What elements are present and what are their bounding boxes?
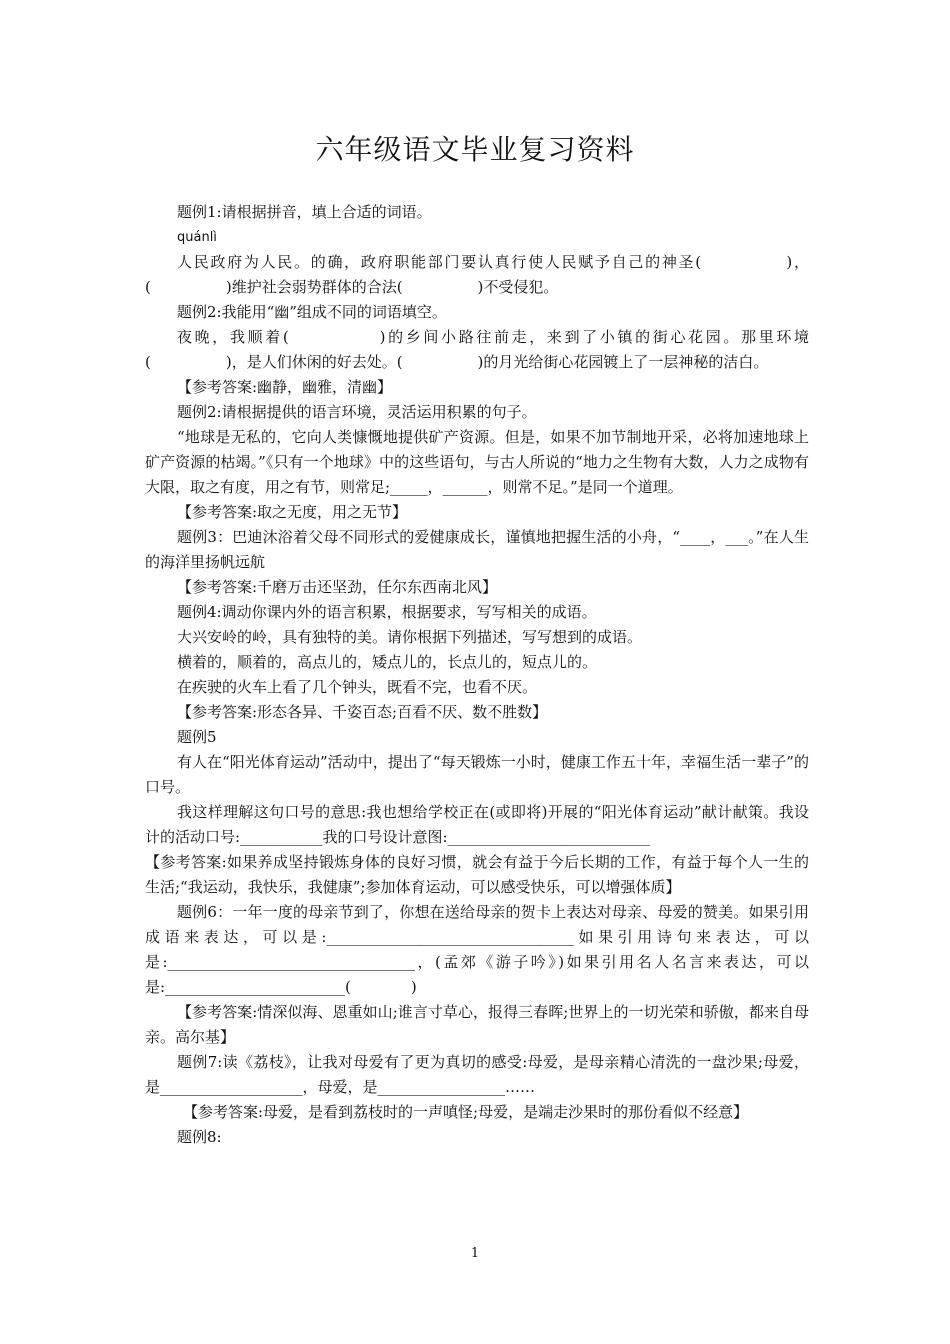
paragraph: 题例1:请根据拼音，填上合适的词语。	[177, 203, 432, 221]
paragraph: 大兴安岭的岭，具有独特的美。请你根据下列描述，写写想到的成语。	[177, 628, 643, 646]
paragraph: 【参考答案:幽静，幽雅，清幽】	[177, 378, 393, 396]
paragraph: 题例2:我能用“幽”组成不同的词语填空。	[177, 303, 447, 321]
paragraph: 题例4:调动你课内外的语言积累，根据要求，写写相关的成语。	[177, 603, 597, 621]
paragraph: “地球是无私的，它向人类慷慨地提供矿产资源。但是，如果不加节制地开采，必将加速地球上矿产资源的枯竭。”《只有一个地球》中的这些语句，与古人所说的“地力之生物有大数，人力之成物有大限，取之有度，用之有节，则常足;_____，______，则常不足。”是同一个道理。	[145, 428, 809, 496]
paragraph: 横着的，顺着的，高点儿的，矮点儿的，长点儿的，短点儿的。	[177, 653, 598, 671]
paragraph: 我这样理解这句口号的意思:我也想给学校正在(或即将)开展的“阳光体育运动”献计献策。我设计的活动口号:___________我的口号设计意图:___________________________	[145, 803, 809, 846]
document-body	[145, 200, 809, 1150]
paragraph: 题例5	[177, 728, 217, 746]
paragraph: 【参考答案:母爱，是看到荔枝时的一声嗔怪;母爱，是端走沙果时的那份看似不经意】	[183, 1103, 749, 1121]
paragraph: 夜晚，我顺着( )的乡间小路往前走，来到了小镇的街心花园。那里环境( )，是人们休闲的好去处。( )的月光给街心花园镀上了一层神秘的洁白。	[145, 328, 809, 371]
paragraph: 【参考答案:千磨万击还坚劲，任尔东西南北风】	[177, 578, 498, 596]
page-number: 1	[470, 1246, 480, 1261]
page-title: 六年级语文毕业复习资料	[315, 133, 635, 166]
paragraph: 【参考答案:形态各异、千姿百态;百看不厌、数不胜数】	[177, 703, 548, 721]
paragraph: 题例2:请根据提供的语言环境，灵活运用积累的句子。	[177, 403, 537, 421]
paragraph: 【参考答案:情深似海、恩重如山;谁言寸草心，报得三春晖;世界上的一切光荣和骄傲，都来自母亲。高尔基】	[145, 1003, 809, 1046]
paragraph: quánlì	[177, 230, 217, 245]
paragraph: 题例7:读《荔枝》，让我对母爱有了更为真切的感受:母爱，是母亲精心清洗的一盘沙果;母爱，是___________________，母爱，是_________________……	[145, 1053, 809, 1096]
paragraph: 题例6：一年一度的母亲节到了，你想在送给母亲的贺卡上表达对母亲、母爱的赞美。如果引用成语来表达，可以是:_________________________________如果引用诗句来表达，可以是:_________________________________，(孟郊《游子吟》)如果引用名人名言来表达，可以是:________________________( )	[145, 903, 809, 996]
paragraph: 有人在“阳光体育运动”活动中，提出了“每天锻炼一小时，健康工作五十年，幸福生活一辈子”的口号。	[145, 753, 809, 796]
paragraph: 题例8:	[177, 1128, 222, 1146]
paragraph: 题例3：巴迪沐浴着父母不同形式的爱健康成长，谨慎地把握生活的小舟，“____，___。”在人生的海洋里扬帆远航	[145, 528, 809, 571]
paragraph: 人民政府为人民。的确，政府职能部门要认真行使人民赋予自己的神圣( )，( )维护社会弱势群体的合法( )不受侵犯。	[145, 253, 809, 296]
paragraph: 【参考答案:如果养成坚持锻炼身体的良好习惯，就会有益于今后长期的工作，有益于每个人一生的生活;“我运动，我快乐，我健康”;参加体育运动，可以感受快乐，可以增强体质】	[145, 853, 809, 896]
paragraph: 【参考答案:取之无度，用之无节】	[177, 503, 408, 521]
paragraph: 在疾驶的火车上看了几个钟头，既看不完，也看不厌。	[177, 678, 538, 696]
